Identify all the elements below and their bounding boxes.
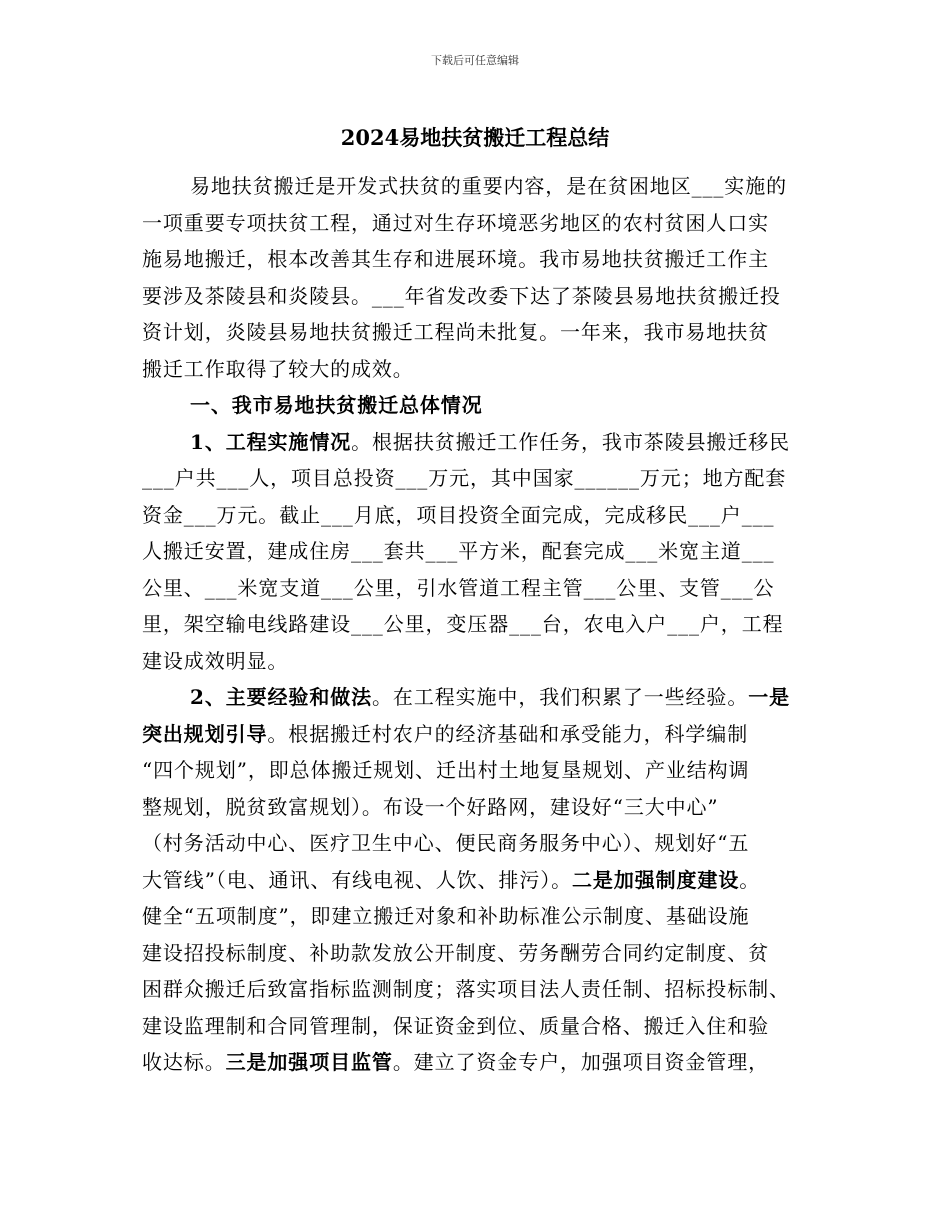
text-line bbox=[142, 825, 812, 862]
text-segment: 要涉及茶陵县和炎陵县。___年省发改委下达了茶陵县易地扶贫搬迁投 bbox=[142, 283, 781, 308]
text-segment: 公里、___米宽支道___公里，引水管道工程主管___公里、支管___公 bbox=[142, 575, 775, 600]
text-line bbox=[142, 1044, 812, 1081]
bold-text-segment: 一是 bbox=[748, 685, 791, 709]
text-line bbox=[142, 898, 812, 935]
text-line bbox=[142, 387, 812, 424]
text-line bbox=[142, 314, 812, 351]
bold-text-segment: 突出规划引导 bbox=[142, 721, 268, 746]
text-line bbox=[142, 351, 812, 388]
text-segment: 收达标。 bbox=[142, 1050, 226, 1074]
text-line bbox=[142, 789, 812, 826]
text-segment: 里，架空输电线路建设___公里，变压器___台，农电入户___户，工程 bbox=[142, 612, 784, 636]
text-line bbox=[142, 497, 812, 534]
text-segment: 困群众搬迁后致富指标监测制度；落实项目法人责任制、招标投标制、 bbox=[142, 977, 790, 1001]
text-segment: 建设成效明显。 bbox=[142, 648, 289, 673]
document-title: 2024易地扶贫搬迁工程总结 bbox=[340, 125, 610, 150]
bold-text-segment: 一、我市易地扶贫搬迁总体情况 bbox=[190, 393, 483, 417]
text-line bbox=[142, 606, 812, 643]
text-segment: 整规划，脱贫致富规划）。布设一个好路网，建设好“三大中心” bbox=[142, 794, 719, 819]
text-line bbox=[142, 241, 812, 278]
text-line bbox=[142, 679, 812, 716]
text-segment: 资计划，炎陵县易地扶贫搬迁工程尚未批复。一年来，我市易地扶贫 bbox=[142, 320, 769, 344]
text-segment: 易地扶贫搬迁是开发式扶贫的重要内容，是在贫困地区___实施的 bbox=[190, 174, 787, 198]
text-line bbox=[142, 205, 812, 242]
text-segment: 。根据搬迁村农户的经济基础和承受能力，科学编制 bbox=[267, 721, 749, 746]
text-line bbox=[142, 1008, 812, 1045]
text-line bbox=[142, 716, 812, 753]
text-line bbox=[142, 862, 812, 899]
text-line bbox=[142, 752, 812, 789]
bold-text-segment: 2、主要经验和做法 bbox=[190, 685, 373, 709]
text-segment: 施易地搬迁，根本改善其生存和进展环境。我市易地扶贫搬迁工作主 bbox=[142, 247, 769, 271]
bold-text-segment: 1、工程实施情况 bbox=[190, 429, 352, 454]
text-segment: 资金___万元。截止___月底，项目投资全面完成，完成移民___户___ bbox=[142, 502, 775, 527]
text-line bbox=[142, 168, 812, 205]
text-line bbox=[142, 278, 812, 315]
text-segment: 。 bbox=[739, 867, 761, 892]
text-segment: 人搬迁安置，建成住房___套共___平方米，配套完成___米宽主道___ bbox=[142, 539, 775, 563]
text-segment: 建设招投标制度、补助款发放公开制度、劳务酬劳合同约定制度、贫 bbox=[142, 940, 769, 965]
text-segment: 建设监理制和合同管理制，保证资金到位、质量合格、搬迁入住和验 bbox=[142, 1013, 769, 1038]
document-body bbox=[142, 168, 812, 1081]
text-line bbox=[142, 643, 812, 680]
text-segment: 。根据扶贫搬迁工作任务，我市茶陵县搬迁移民 bbox=[351, 429, 791, 454]
text-line bbox=[142, 935, 812, 972]
text-segment: 搬迁工作取得了较大的成效。 bbox=[142, 356, 414, 381]
text-line bbox=[142, 533, 812, 570]
bold-text-segment: 三是加强项目监管 bbox=[225, 1050, 393, 1074]
text-segment: 健全“五项制度”，即建立搬迁对象和补助标准公示制度、基础设施 bbox=[142, 904, 750, 928]
text-segment: 。在工程实施中，我们积累了一些经验。 bbox=[372, 685, 749, 709]
text-segment: ___户共___人，项目总投资___万元，其中国家______万元；地方配套 bbox=[142, 466, 787, 490]
text-line bbox=[142, 460, 812, 497]
text-line bbox=[142, 971, 812, 1008]
bold-text-segment: 二是加强制度建设 bbox=[572, 867, 740, 892]
text-segment: 大管线”（电、通讯、有线电视、人饮、排污）。 bbox=[142, 867, 573, 892]
text-segment: “四个规划”，即总体搬迁规划、迁出村土地复垦规划、产业结构调 bbox=[142, 758, 750, 782]
text-line bbox=[142, 570, 812, 607]
text-segment: （村务活动中心、医疗卫生中心、便民商务服务中心）、规划好“五 bbox=[142, 831, 750, 855]
page-header-note: 下载后可任意编辑 bbox=[431, 54, 519, 67]
text-line bbox=[142, 424, 812, 461]
text-segment: 。建立了资金专户，加强项目资金管理， bbox=[392, 1050, 770, 1074]
text-segment: 一项重要专项扶贫工程，通过对生存环境恶劣地区的农村贫困人口实 bbox=[142, 210, 769, 235]
